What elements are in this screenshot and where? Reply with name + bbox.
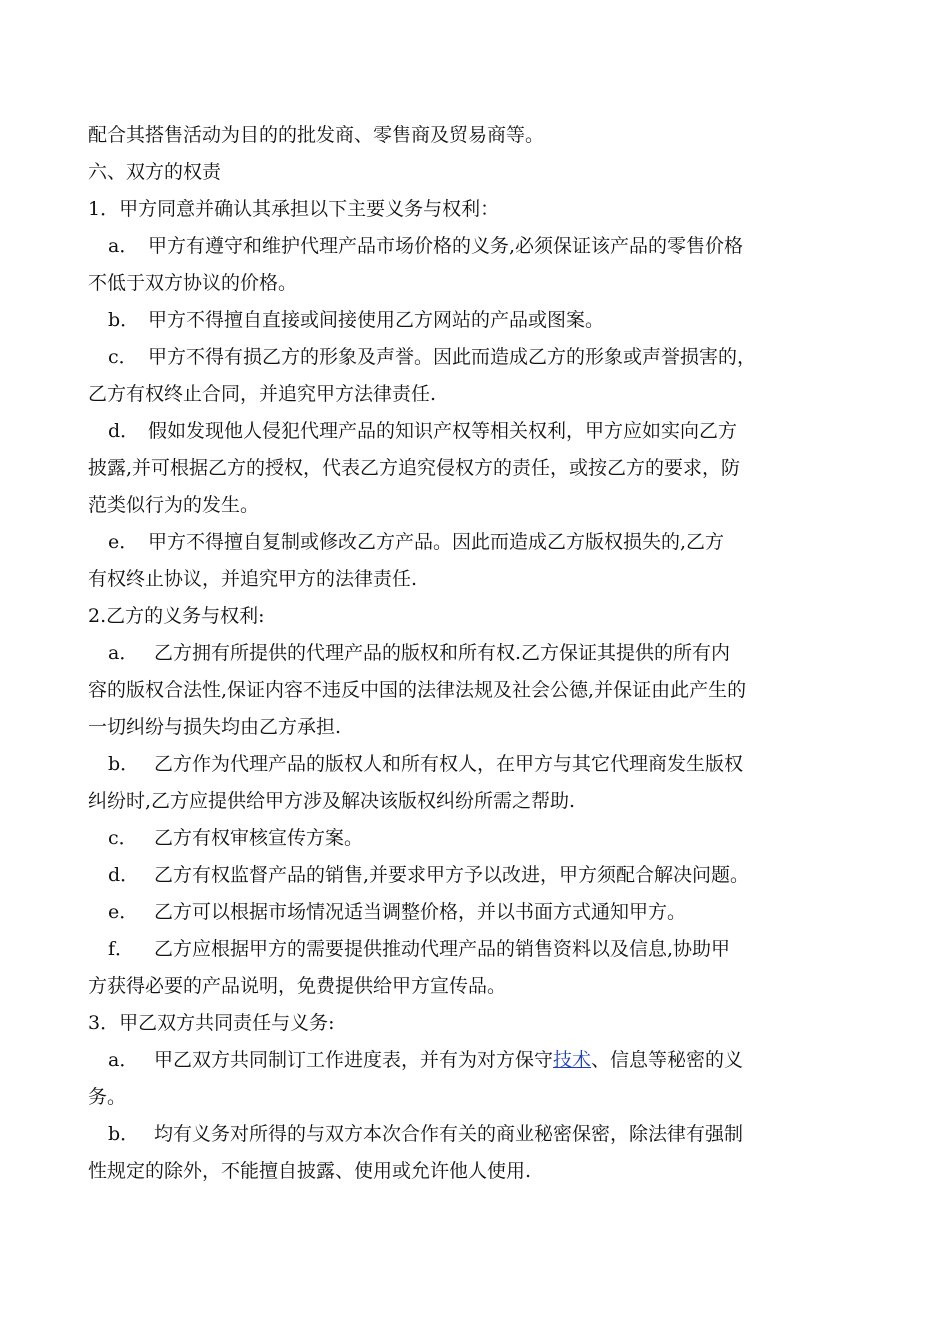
item-continuation-line: 不低于双方协议的价格。 [88,272,298,294]
item-text: 乙方有权审核宣传方案。 [154,827,364,849]
item-first-line [88,746,868,783]
item-first-line [88,339,868,376]
item-marker: b． [108,1123,140,1145]
section-heading: 六、双方的权责 [88,161,222,183]
item-continuation-line: 有权终止协议，并追究甲方的法律责任. [88,568,418,590]
item-marker: f． [108,938,135,960]
party-a-list [88,228,868,598]
subsection-heading: 1．甲方同意并确认其承担以下主要义务与权利： [88,198,500,220]
item-first-line [88,1116,868,1153]
item-text: 乙方拥有所提供的代理产品的版权和所有权.乙方保证其提供的所有内 [154,642,731,664]
item-marker: e． [108,531,139,553]
paragraph-line: 配合其搭售活动为目的的批发商、零售商及贸易商等。 [88,124,545,146]
item-text: 均有义务对所得的与双方本次合作有关的商业秘密保密，除法律有强制 [154,1123,744,1145]
list-item [88,931,868,1005]
item-continuation-line: 范类似行为的发生。 [88,494,260,516]
list-item [88,228,868,302]
list-item [88,857,868,894]
item-marker: e． [108,901,139,923]
item-marker: b． [108,753,140,775]
item-first-line [88,635,868,672]
item-first-line [88,894,868,931]
item-text: 甲方有遵守和维护代理产品市场价格的义务,必须保证该产品的零售价格 [148,235,744,257]
list-item [88,746,868,820]
item-text: 甲方不得有损乙方的形象及声誉。因此而造成乙方的形象或声誉损害的， [148,346,757,368]
subsection-heading: 3．甲乙双方共同责任与义务: [88,1012,335,1034]
item-marker: b． [108,309,140,331]
list-item [88,820,868,857]
item-text: 、信息等秘密的义 [591,1049,744,1071]
list-item [88,635,868,746]
item-first-line [88,302,868,339]
item-first-line [88,524,868,561]
item-marker: a． [108,1049,139,1071]
list-item [88,1042,868,1116]
list-item [88,894,868,931]
item-first-line [88,820,868,857]
item-text: 甲方不得擅自复制或修改乙方产品。因此而造成乙方版权损失的,乙方 [148,531,725,553]
item-continuation-line: 方获得必要的产品说明，免费提供给甲方宣传品。 [88,975,507,997]
item-continuation-line: 性规定的除外，不能擅自披露、使用或允许他人使用. [88,1160,532,1182]
item-marker: d． [108,420,140,442]
item-marker: c． [108,346,138,368]
item-marker: c． [108,827,138,849]
item-marker: a． [108,235,139,257]
item-continuation-line: 容的版权合法性,保证内容不违反中国的法律法规及社会公德,并保证由此产生的 [88,679,747,701]
item-text: 乙方应根据甲方的需要提供推动代理产品的销售资料以及信息,协助甲 [154,938,731,960]
technology-link[interactable]: 技术 [553,1049,592,1071]
list-item [88,302,868,339]
list-item [88,1116,868,1190]
item-continuation-line: 纠纷时,乙方应提供给甲方涉及解决该版权纠纷所需之帮助. [88,790,576,812]
item-continuation-line: 务。 [88,1086,127,1108]
item-text: 假如发现他人侵犯代理产品的知识产权等相关权利，甲方应如实向乙方 [148,420,738,442]
item-first-line [88,931,868,968]
item-marker: a． [108,642,139,664]
document-page [88,117,868,1190]
item-text: 乙方作为代理产品的版权人和所有权人，在甲方与其它代理商发生版权 [154,753,744,775]
item-text: 甲方不得擅自直接或间接使用乙方网站的产品或图案。 [148,309,605,331]
party-b-list [88,635,868,1005]
item-text: 乙方可以根据市场情况适当调整价格，并以书面方式通知甲方。 [154,901,687,923]
item-text: 甲乙双方共同制订工作进度表，并有为对方保守 [154,1049,554,1071]
item-first-line [88,228,868,265]
item-first-line [88,1042,868,1079]
item-first-line [88,413,868,450]
subsection-heading: 2.乙方的义务与权利: [88,605,265,627]
item-marker: d． [108,864,140,886]
list-item [88,413,868,524]
item-continuation-line: 披露,并可根据乙方的授权，代表乙方追究侵权方的责任，或按乙方的要求，防 [88,457,741,479]
item-continuation-line: 乙方有权终止合同，并追究甲方法律责任. [88,383,437,405]
item-continuation-line: 一切纠纷与损失均由乙方承担. [88,716,342,738]
item-text: 乙方有权监督产品的销售,并要求甲方予以改进，甲方须配合解决问题。 [154,864,750,886]
list-item [88,524,868,598]
list-item [88,339,868,413]
item-first-line [88,857,868,894]
